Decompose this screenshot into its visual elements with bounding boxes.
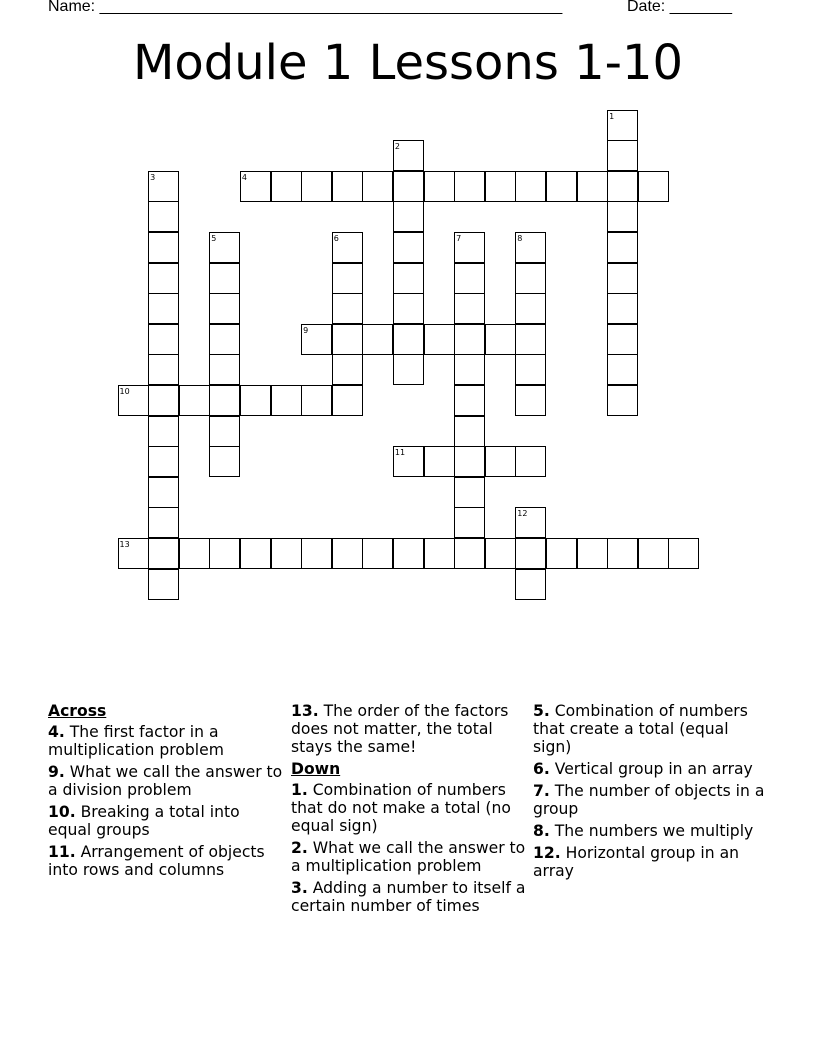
grid-cell[interactable] <box>332 293 363 324</box>
grid-cell[interactable] <box>454 354 485 385</box>
grid-cell[interactable] <box>240 385 271 416</box>
grid-cell[interactable] <box>209 416 240 447</box>
grid-cell[interactable] <box>209 354 240 385</box>
grid-cell[interactable] <box>454 538 485 569</box>
grid-cell[interactable] <box>577 538 608 569</box>
cell-number: 1 <box>609 111 615 121</box>
across-heading: Across <box>48 702 107 720</box>
clue-down-6: 6. Vertical group in an array <box>533 760 753 778</box>
grid-cell[interactable] <box>454 416 485 447</box>
grid-cell[interactable] <box>148 201 179 232</box>
grid-cell[interactable] <box>271 538 302 569</box>
cell-number: 9 <box>303 325 309 335</box>
cell-number: 2 <box>394 142 400 152</box>
grid-cell[interactable] <box>454 446 485 477</box>
grid-cell[interactable] <box>515 569 546 600</box>
grid-cell[interactable] <box>179 385 210 416</box>
grid-cell[interactable] <box>607 140 638 171</box>
clue-down-3: 3. Adding a number to itself a certain number of times <box>291 879 526 915</box>
cell-number: 13 <box>119 539 130 549</box>
grid-cell[interactable] <box>638 171 669 202</box>
grid-cell[interactable] <box>515 293 546 324</box>
clue-across-10: 10. Breaking a total into equal groups <box>48 803 240 839</box>
grid-cell[interactable] <box>332 324 363 355</box>
clue-column-3 <box>533 702 769 884</box>
grid-cell[interactable] <box>362 324 393 355</box>
grid-cell[interactable] <box>209 324 240 355</box>
grid-cell[interactable] <box>515 324 546 355</box>
grid-cell[interactable] <box>485 324 516 355</box>
grid-cell[interactable] <box>424 538 455 569</box>
grid-cell[interactable] <box>301 538 332 569</box>
grid-cell[interactable] <box>546 538 577 569</box>
grid-cell[interactable] <box>332 263 363 294</box>
clue-down-8: 8. The numbers we multiply <box>533 822 754 840</box>
cell-number: 11 <box>394 448 406 458</box>
grid-cell[interactable] <box>148 507 179 538</box>
cell-number: 5 <box>211 233 217 243</box>
grid-cell[interactable] <box>638 538 669 569</box>
cell-number: 8 <box>517 233 523 243</box>
page-title: Module 1 Lessons 1-10 <box>132 35 684 91</box>
grid-cell[interactable] <box>577 171 608 202</box>
grid-cell[interactable] <box>148 446 179 477</box>
grid-cell[interactable] <box>607 201 638 232</box>
clue-across-11: 11. Arrangement of objects into rows and columns <box>48 843 265 879</box>
clue-across-13: 13. The order of the factors does not matter, the total stays the same! <box>291 702 509 756</box>
date-field-line[interactable]: Date: _______ <box>627 0 732 15</box>
clue-down-5: 5. Combination of numbers that create a total (equal sign) <box>533 702 748 756</box>
grid-cell[interactable] <box>515 385 546 416</box>
grid-cell[interactable] <box>148 569 179 600</box>
grid-cell[interactable] <box>271 171 302 202</box>
grid-cell[interactable] <box>607 385 638 416</box>
grid-cell[interactable] <box>454 171 485 202</box>
grid-cell[interactable] <box>485 446 516 477</box>
clue-down-1: 1. Combination of numbers that do not make a total (no equal sign) <box>291 781 511 835</box>
grid-cell[interactable] <box>454 293 485 324</box>
grid-cell[interactable] <box>362 538 393 569</box>
grid-cell[interactable] <box>515 538 546 569</box>
grid-cell[interactable] <box>209 293 240 324</box>
grid-cell[interactable] <box>454 263 485 294</box>
clue-across-9: 9. What we call the answer to a division problem <box>48 763 283 799</box>
grid-cell[interactable] <box>148 354 179 385</box>
clue-across-4: 4. The first factor in a multiplication problem <box>48 723 224 759</box>
grid-cell[interactable] <box>148 324 179 355</box>
grid-cell[interactable] <box>148 263 179 294</box>
grid-cell[interactable] <box>607 538 638 569</box>
cell-number: 4 <box>241 172 247 182</box>
grid-cell[interactable] <box>393 538 424 569</box>
grid-cell[interactable] <box>515 263 546 294</box>
grid-cell[interactable] <box>148 385 179 416</box>
grid-cell[interactable] <box>209 446 240 477</box>
cell-number: 3 <box>150 172 156 182</box>
grid-cell[interactable] <box>393 232 424 263</box>
grid-cell[interactable] <box>209 538 240 569</box>
grid-cell[interactable] <box>515 446 546 477</box>
cell-number: 10 <box>119 386 130 396</box>
grid-cell[interactable] <box>607 293 638 324</box>
grid-cell[interactable] <box>271 385 302 416</box>
grid-cell[interactable] <box>148 293 179 324</box>
grid-cell[interactable] <box>332 538 363 569</box>
grid-cell[interactable] <box>485 171 516 202</box>
grid-cell[interactable] <box>148 232 179 263</box>
grid-cell[interactable] <box>393 324 424 355</box>
grid-cell[interactable] <box>393 201 424 232</box>
grid-cell[interactable] <box>332 385 363 416</box>
grid-cell[interactable] <box>393 171 424 202</box>
clue-down-2: 2. What we call the answer to a multiplication problem <box>291 839 526 875</box>
grid-cell[interactable] <box>424 324 455 355</box>
grid-cell[interactable] <box>148 416 179 447</box>
grid-cell[interactable] <box>332 354 363 385</box>
grid-cell[interactable] <box>424 446 455 477</box>
grid-cell[interactable] <box>485 538 516 569</box>
grid-cell[interactable] <box>209 385 240 416</box>
clue-column-2 <box>291 702 527 919</box>
grid-cell[interactable] <box>454 477 485 508</box>
cell-number: 12 <box>517 509 528 519</box>
grid-cell[interactable] <box>607 232 638 263</box>
grid-cell[interactable] <box>607 263 638 294</box>
grid-cell[interactable] <box>393 293 424 324</box>
grid-cell[interactable] <box>515 171 546 202</box>
grid-cell[interactable] <box>332 171 363 202</box>
grid-cell[interactable] <box>148 538 179 569</box>
grid-cell[interactable] <box>546 171 577 202</box>
grid-cell[interactable] <box>393 354 424 385</box>
grid-cell[interactable] <box>607 324 638 355</box>
grid-cell[interactable] <box>454 324 485 355</box>
grid-cell[interactable] <box>515 354 546 385</box>
grid-cell[interactable] <box>179 538 210 569</box>
name-field-line[interactable]: Name: ____________________________________________________ <box>48 0 563 15</box>
grid-cell[interactable] <box>362 171 393 202</box>
grid-cell[interactable] <box>607 171 638 202</box>
grid-cell[interactable] <box>240 538 271 569</box>
grid-cell[interactable] <box>454 507 485 538</box>
clue-column-1 <box>48 702 284 883</box>
grid-cell[interactable] <box>393 263 424 294</box>
cell-number: 6 <box>333 233 339 243</box>
grid-cell[interactable] <box>607 354 638 385</box>
clue-down-12: 12. Horizontal group in an array <box>533 844 740 880</box>
clue-down-7: 7. The number of objects in a group <box>533 782 765 818</box>
grid-cell[interactable] <box>424 171 455 202</box>
grid-cell[interactable] <box>301 171 332 202</box>
down-heading: Down <box>291 760 341 778</box>
grid-cell[interactable] <box>148 477 179 508</box>
grid-cell[interactable] <box>454 385 485 416</box>
cell-number: 7 <box>456 233 462 243</box>
grid-cell[interactable] <box>301 385 332 416</box>
grid-cell[interactable] <box>209 263 240 294</box>
grid-cell[interactable] <box>668 538 699 569</box>
